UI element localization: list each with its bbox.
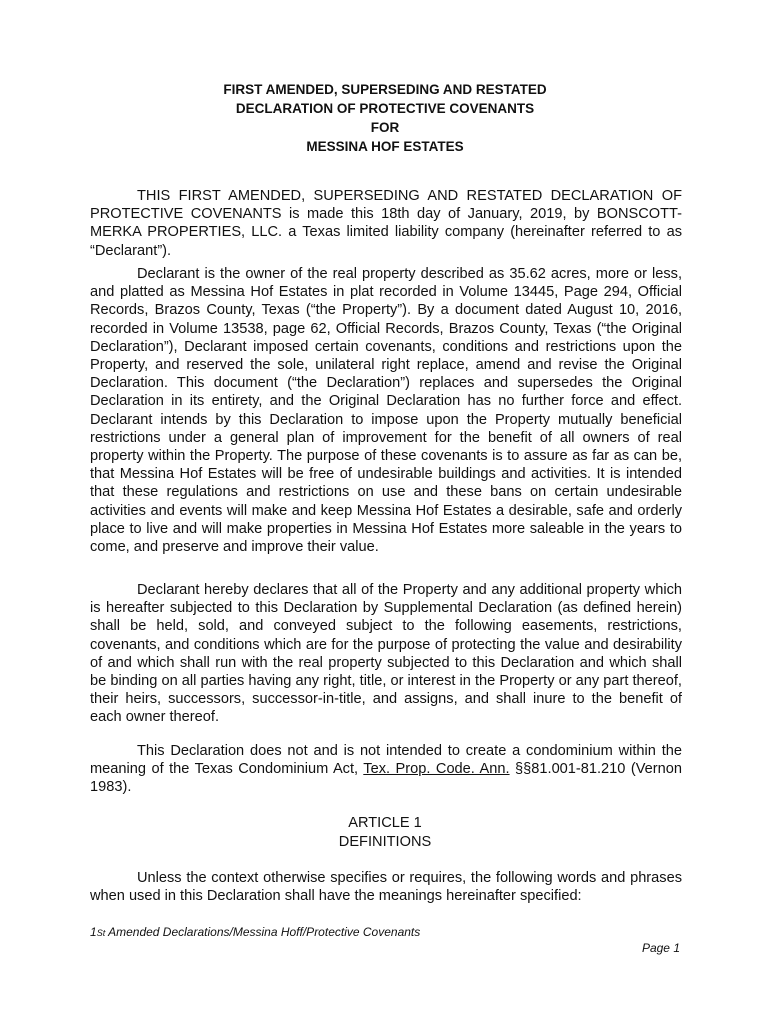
title-line-2: DECLARATION OF PROTECTIVE COVENANTS <box>235 101 535 116</box>
statute-citation: Tex. Prop. Code. Ann. <box>363 761 510 778</box>
title-line-4: MESSINA HOF ESTATES <box>306 139 464 154</box>
footer-prefix-suffix: St <box>96 928 106 938</box>
paragraph-text: THIS FIRST AMENDED, SUPERSEDING AND RESTATED DECLARATION OF PROTECTIVE COVENANTS is made this 18th day of January, 2019, by BONSCOTT-MERKA PROPERTIES, LLC. a Texas limited liability company (hereinafter referred to as “Declarant”). <box>90 188 682 259</box>
document-title <box>0 80 770 156</box>
ownership-paragraph <box>90 265 682 556</box>
title-line-1: FIRST AMENDED, SUPERSEDING AND RESTATED <box>223 82 547 97</box>
footer-text: Amended Declarations/Messina Hoff/Protective Covenants <box>105 925 421 939</box>
definitions-intro-paragraph <box>90 869 682 905</box>
article-title: DEFINITIONS <box>338 833 432 850</box>
paragraph-text: Unless the context otherwise specifies or requires, the following words and phrases when used in this Declaration shall have the meanings hereinafter specified: <box>90 870 682 905</box>
paragraph-text-part: This Declaration does not and is not intended to create a condominium within the meaning of the Texas Condominium Act, <box>90 743 682 778</box>
paragraph-text: Declarant is the owner of the real property described as 35.62 acres, more or less, and platted as Messina Hof Estates in plat recorded in Volume 13445, Page 294, Official Records, Brazos County, Texas (“the Property”). By a document dated August 10, 2016, recorded in Volume 13538, page 62, Official Records, Brazos County, Texas (“the Original Declaration”), Declarant imposed certain covenants, conditions and restrictions upon the Property, and reserved the sole, unilateral right replace, amend and revise the Original Declaration. This document (“the Declaration”) replaces and supersedes the Original Declaration in its entirety, and the Original Declaration has no further force and effect. Declarant intends by this Declaration to impose upon the Property mutually beneficial restrictions under a general plan of improvement for the benefit of all owners of real property within the Property. The purpose of these covenants is to assure as far as can be, that Messina Hof Estates will be free of undesirable buildings and activities. It is intended that these regulations and restrictions on use and these bans on certain undesirable activities and events will make and keep Messina Hof Estates a desirable, safe and orderly place to live and will make properties in Messina Hof Estates more saleable in the years to come, and preserve and improve their value. <box>90 266 682 556</box>
article-heading <box>0 814 770 851</box>
paragraph-text: Declarant hereby declares that all of the Property and any additional property which is hereafter subjected to this Declaration by Supplemental Declaration (as defined herein) shall be held, sold, and conveyed subject to the following easements, restrictions, covenants, and conditions which are for the purpose of protecting the value and desirability of and which shall run with the real property subjected to this Declaration and which shall be binding on all parties having any right, title, or interest in the Property or any part thereof, their heirs, successors, successor-in-title, and assigns, and shall inure to the benefit of each owner thereof. <box>90 582 682 726</box>
page-number: Page 1 <box>641 941 680 955</box>
footer-prefix: 1 <box>90 925 97 939</box>
declaration-paragraph <box>90 581 682 727</box>
condominium-paragraph <box>90 742 682 797</box>
paragraph-text <box>90 742 682 797</box>
intro-paragraph <box>90 187 682 260</box>
footer-document-label <box>90 925 420 941</box>
article-number: ARTICLE 1 <box>348 815 422 831</box>
paragraph-text-part: §§81.001-81.210 (Vernon 1983). <box>90 761 683 796</box>
title-line-3: FOR <box>370 120 400 135</box>
